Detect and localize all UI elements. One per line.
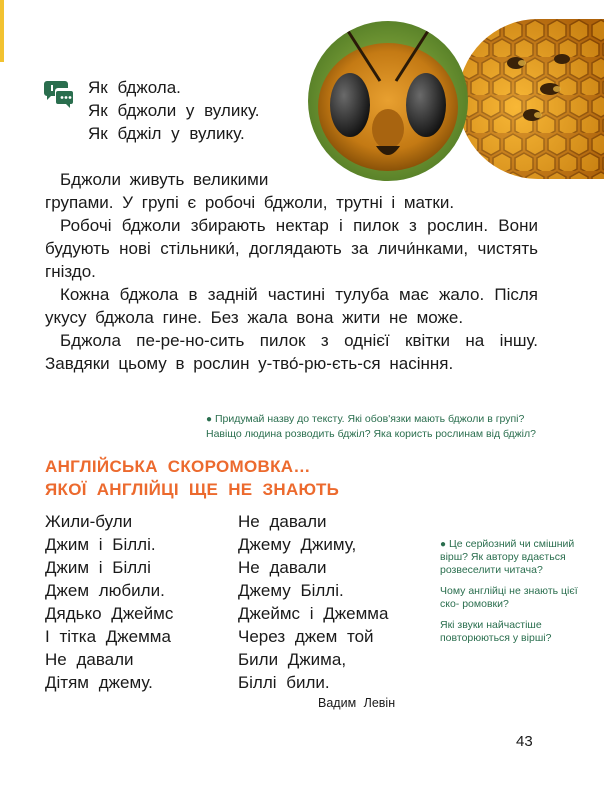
- page-number: 43: [516, 733, 533, 750]
- paragraph-1-rest: групами. У групі є робочі бджоли, трутні і матки.: [45, 193, 455, 212]
- honeycomb-photo: [458, 19, 604, 179]
- poem-line: Джим і Біллі: [45, 558, 151, 577]
- bee-photo: [308, 21, 468, 181]
- paragraph-2: Робочі бджоли збирають нектар і пилок з рослин. Вони будують нові стільники́, доглядають за личи́нками, чистять гніздо.: [45, 216, 538, 281]
- poem-line: Через джем той: [238, 627, 374, 646]
- poem-line: Джеймс і Джемма: [238, 604, 389, 623]
- question-text: Придумай назву до тексту. Які обов'язки мають бджоли в групі? Навіщо людина розводить бджіл? Яка користь рослинам від бджіл?: [206, 413, 536, 440]
- poem-column-left: [45, 510, 173, 694]
- intro-lines: [88, 76, 260, 145]
- side-question: Які звуки найчастіше повторюються у вірші?: [440, 619, 552, 644]
- side-question: Чому англійці не знають цієї ско- ромовки?: [440, 585, 578, 610]
- poem-line: І тітка Джемма: [45, 627, 171, 646]
- side-question: [440, 538, 590, 577]
- poem-line: Джем любили.: [45, 581, 165, 600]
- poem-line: Джему Джиму,: [238, 535, 357, 554]
- poem-line: Дядько Джеймс: [45, 604, 174, 623]
- body-text: [45, 191, 538, 375]
- bullet-icon: ●: [440, 539, 447, 550]
- paragraph-3: Кожна бджола в задній частині тулуба має жало. Після укусу бджола гине. Без жала вона жити не може.: [45, 285, 538, 327]
- poem-line: Били Джима,: [238, 650, 347, 669]
- bullet-icon: ●: [206, 414, 213, 425]
- heading-line: ЯКОЇ АНГЛІЙЦІ ЩЕ НЕ ЗНАЮТЬ: [45, 480, 340, 499]
- poem-line: Дітям джему.: [45, 673, 153, 692]
- poem-line: Жили-були: [45, 512, 133, 531]
- poem-author: Вадим Левін: [318, 696, 396, 710]
- text-question: [206, 412, 551, 442]
- intro-line: Як бджіл у вулику.: [88, 124, 245, 143]
- paragraph-1-start: Бджоли живуть великими: [60, 170, 269, 189]
- paragraph-4: Бджола пе-ре-но-сить пилок з однієї квітки на іншу. Завдяки цьому в рослин у-тво́-рю-єть-ся насіння.: [45, 331, 538, 373]
- poem-line: Джему Біллі.: [238, 581, 344, 600]
- poem-column-right: [238, 510, 388, 694]
- intro-line: Як бджоли у вулику.: [88, 101, 260, 120]
- poem-line: Не давали: [238, 558, 327, 577]
- corner-tab: [0, 0, 4, 62]
- side-questions: [440, 538, 590, 653]
- poem-line: Не давали: [45, 650, 134, 669]
- poem-line: Не давали: [238, 512, 327, 531]
- heading-line: АНГЛІЙСЬКА СКОРОМОВКА…: [45, 457, 311, 476]
- poem-line: Біллі били.: [238, 673, 330, 692]
- side-question-text: Це серйозний чи смішний вірш? Як автору вдається розвеселити читача?: [440, 538, 575, 576]
- poem-line: Джим і Біллі.: [45, 535, 156, 554]
- section-heading: [45, 455, 339, 501]
- intro-line: Як бджола.: [88, 78, 181, 97]
- chat-icon: [44, 79, 74, 109]
